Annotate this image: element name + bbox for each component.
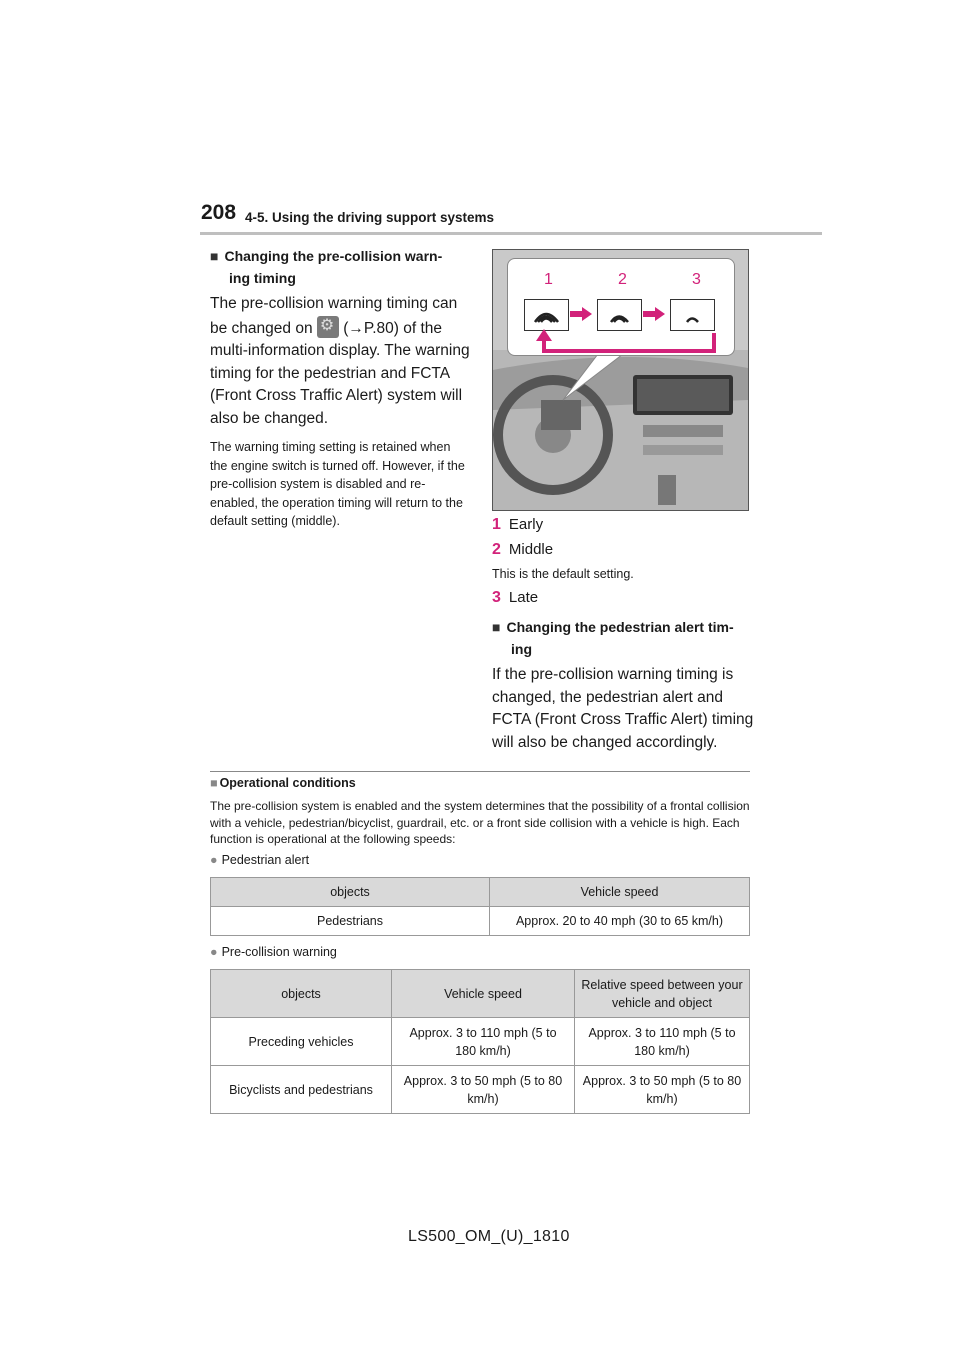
dashboard-illustration: [492, 249, 749, 511]
timing-early-icon: [524, 299, 569, 331]
operational-conditions-text: The pre-collision system is enabled and the system determines that the possibility of a frontal collision with a vehicle, pedestrian/bicyclist, guardrail, etc. or a front side collision with a vehicle is high. Each function is operational at the following speeds:: [210, 799, 750, 846]
pedestrian-alert-table: [210, 877, 750, 936]
table-header: Relative speed between your vehicle and object: [575, 970, 750, 1018]
pedestrian-alert-body: If the pre-collision warning timing is changed, the pedestrian alert and FCTA (Front Cross Traffic Alert) timing will also be changed accordingly.: [492, 666, 754, 751]
section-title: 4-5. Using the driving support systems: [245, 210, 495, 225]
arrow-right-icon: [570, 307, 592, 321]
table-cell: Approx. 3 to 50 mph (5 to 80 km/h): [575, 1066, 750, 1114]
table-cell: Bicyclists and pedestrians: [211, 1066, 392, 1114]
table-header: Vehicle speed: [490, 878, 750, 907]
legend-item-early: 1 Early: [492, 516, 544, 533]
display-callout: [507, 258, 735, 356]
callout-label-3: 3: [692, 271, 701, 288]
default-setting-note: This is the default setting.: [492, 567, 634, 581]
table-header: objects: [211, 878, 490, 907]
callout-label-1: 1: [544, 271, 553, 288]
table-cell: Approx. 3 to 110 mph (5 to 180 km/h): [575, 1018, 750, 1066]
circle-bullet-icon: ●: [210, 945, 218, 959]
table-row: [211, 1066, 750, 1114]
callout-label-2: 2: [618, 271, 627, 288]
header-rule: [200, 232, 822, 235]
operational-conditions-heading: ■ Operational conditions: [210, 776, 356, 790]
table-row: [211, 1018, 750, 1066]
timing-middle-icon: [597, 299, 642, 331]
warning-timing-body: The pre-collision warning timing can be changed on ⚙ (→P.80) of the multi-information display. The warning timing for the pedestrian and FCTA (Front Cross Traffic Alert) system will also be changed.: [210, 293, 470, 430]
legend-item-middle: 2 Middle: [492, 541, 554, 558]
table-cell: Approx. 3 to 50 mph (5 to 80 km/h): [392, 1066, 575, 1114]
square-bullet-icon: ■: [210, 248, 219, 264]
pedestrian-alert-label: ● Pedestrian alert: [210, 853, 310, 867]
document-code-footer: LS500_OM_(U)_1810: [408, 1228, 570, 1245]
legend-item-late: 3 Late: [492, 589, 539, 606]
return-arrow-icon: [536, 329, 726, 355]
table-row: [211, 907, 750, 936]
timing-late-icon: [670, 299, 715, 331]
settings-gear-icon: [317, 316, 339, 338]
table-cell: Pedestrians: [211, 907, 490, 936]
table-header: objects: [211, 970, 392, 1018]
circle-bullet-icon: ●: [210, 853, 218, 867]
page-number: 208: [201, 201, 237, 224]
square-bullet-icon: ■: [210, 776, 218, 790]
section-divider: [210, 771, 750, 772]
page-reference-link[interactable]: (→P.80) of the: [343, 319, 443, 337]
heading-pedestrian-alert-timing: ■ Changing the pedestrian alert tim- ing: [492, 619, 734, 657]
table-cell: Approx. 20 to 40 mph (30 to 65 km/h): [490, 907, 750, 936]
table-header: Vehicle speed: [392, 970, 575, 1018]
heading-warning-timing: ■ Changing the pre-collision warn- ing timing: [210, 248, 443, 286]
timing-retention-note: The warning timing setting is retained when the engine switch is turned off. However, if the pre-collision system is disabled and re-enabled, the operation timing will return to the default setting (middle).: [210, 440, 465, 528]
table-cell: Approx. 3 to 110 mph (5 to 180 km/h): [392, 1018, 575, 1066]
pre-collision-warning-label: ● Pre-collision warning: [210, 945, 337, 959]
arrow-right-icon: [643, 307, 665, 321]
pre-collision-warning-table: [210, 969, 750, 1114]
square-bullet-icon: ■: [492, 619, 501, 635]
table-cell: Preceding vehicles: [211, 1018, 392, 1066]
